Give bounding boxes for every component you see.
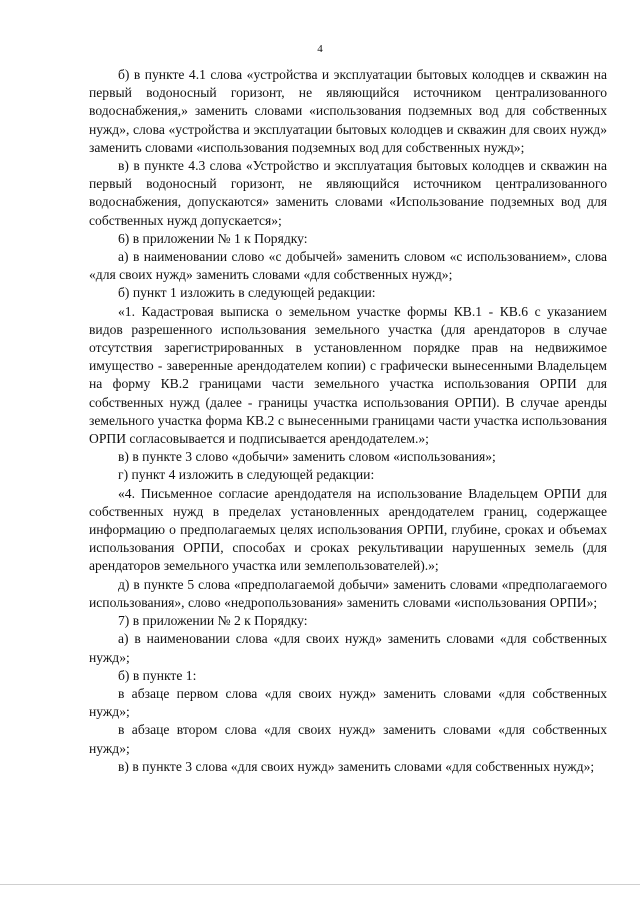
paragraph: 7) в приложении № 2 к Порядку: (118, 613, 308, 629)
scan-edge-line (0, 884, 640, 885)
paragraph: б) в пункте 1: (118, 667, 197, 683)
paragraph: 6) в приложении № 1 к Порядку: (118, 230, 308, 246)
document-body (89, 66, 607, 776)
paragraph: а) в наименовании слова «для своих нужд» заменить словами «для собственных нужд»; (89, 631, 607, 665)
paragraph: в) в пункте 4.3 слова «Устройство и эксплуатация бытовых колодцев и скважин на первый водоносный горизонт, не являющийся источником централизованного водоснабжения, допускаются» заменить словами «Использование подземных вод для собственных нужд допускается»; (89, 158, 607, 228)
paragraph: «4. Письменное согласие арендодателя на использование Владельцем ОРПИ для собственных нужд в пределах установленных арендодателем границ, содержащее информацию о предполагаемых целях использования ОРПИ, глубине, сроках и объемах использования ОРПИ, способах и сроках рекультивации нарушенных земель (для арендаторов земельного участка или землепользователей).»; (89, 485, 607, 574)
paragraph: б) пункт 1 изложить в следующей редакции: (118, 285, 376, 301)
page-number: 4 (317, 43, 323, 55)
paragraph: д) в пункте 5 слова «предполагаемой добычи» заменить словами «предполагаемого использования», слово «недропользования» заменить словами «использования ОРПИ»; (89, 576, 607, 610)
paragraph: в абзаце втором слова «для своих нужд» заменить словами «для собственных нужд»; (89, 722, 607, 756)
paragraph: в) в пункте 3 слова «для своих нужд» заменить словами «для собственных нужд»; (118, 758, 595, 774)
paragraph: г) пункт 4 изложить в следующей редакции: (118, 467, 375, 483)
paragraph: б) в пункте 4.1 слова «устройства и эксплуатации бытовых колодцев и скважин на первый водоносный горизонт, не являющийся источником централизованного водоснабжения,» заменить словами «использования подземных вод для собственных нужд», слова «устройства и эксплуатации бытовых колодцев и скважин для своих нужд» заменить словами «использования подземных вод для собственных нужд»; (89, 67, 607, 155)
paragraph: в абзаце первом слова «для своих нужд» заменить словами «для собственных нужд»; (89, 685, 607, 720)
paragraph: а) в наименовании слово «с добычей» заменить словом «с использованием», слова «для своих нужд» заменить словами «для собственных нужд»; (89, 249, 607, 283)
paragraph: в) в пункте 3 слово «добычи» заменить словом «использования»; (118, 449, 496, 465)
paragraph: «1. Кадастровая выписка о земельном участке формы КВ.1 - КВ.6 с указанием видов разрешенного использования земельного участка (для арендаторов в случае отсутствия зарегистрированных в установленном порядке прав на недвижимое имущество - заверенные арендодателем копии) с графически вынесенными Владельцем на форму КВ.2 границами части земельного участка использования ОРПИ для собственных нужд (далее - границы участка использования ОРПИ). В случае аренды земельного участка форма КВ.2 с вынесенными границами части участка использования ОРПИ согласовывается и подписывается арендодателем.»; (89, 303, 607, 447)
